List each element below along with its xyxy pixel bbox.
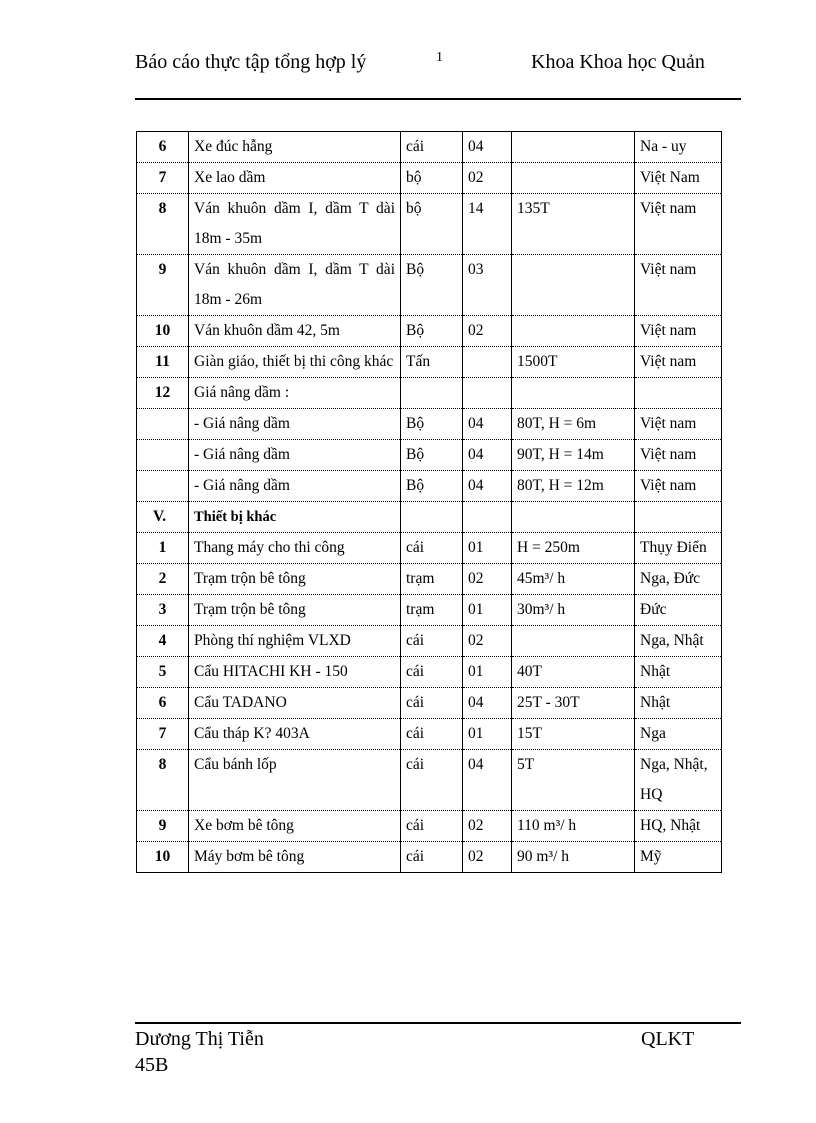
origin-cell: Việt nam: [635, 194, 722, 255]
equipment-name: - Giá nâng dầm: [189, 440, 401, 471]
equipment-name: Ván khuôn dầm I, dầm T dài 18m - 26m: [189, 255, 401, 316]
origin-cell: [635, 378, 722, 409]
capacity-cell: 90 m³/ h: [512, 842, 635, 873]
unit-cell: Bộ: [401, 440, 463, 471]
equipment-name: Giàn giáo, thiết bị thi công khác: [189, 347, 401, 378]
equipment-name: Thang máy cho thi công: [189, 533, 401, 564]
quantity-cell: 01: [463, 719, 512, 750]
row-number: 3: [137, 595, 189, 626]
equipment-name: Xe bơm bê tông: [189, 811, 401, 842]
equipment-name: Giá nâng dầm :: [189, 378, 401, 409]
origin-cell: [635, 502, 722, 533]
origin-cell: Việt nam: [635, 316, 722, 347]
row-number: 7: [137, 163, 189, 194]
equipment-name: Cẩu bánh lốp: [189, 750, 401, 811]
header-title-right: Khoa Khoa học Quản: [531, 51, 705, 73]
equipment-name: Xe lao dầm: [189, 163, 401, 194]
unit-cell: [401, 502, 463, 533]
row-number: 9: [137, 811, 189, 842]
unit-cell: cái: [401, 719, 463, 750]
table-row: [137, 471, 722, 502]
table-row: [137, 409, 722, 440]
unit-cell: cái: [401, 688, 463, 719]
unit-cell: bộ: [401, 163, 463, 194]
table-row: [137, 688, 722, 719]
origin-cell: Mỹ: [635, 842, 722, 873]
unit-cell: trạm: [401, 595, 463, 626]
row-number: 6: [137, 132, 189, 163]
table-row: [137, 132, 722, 163]
quantity-cell: 02: [463, 564, 512, 595]
quantity-cell: 02: [463, 842, 512, 873]
origin-cell: Đức: [635, 595, 722, 626]
row-number: 11: [137, 347, 189, 378]
table-row: [137, 194, 722, 255]
origin-cell: Nhật: [635, 688, 722, 719]
capacity-cell: [512, 316, 635, 347]
quantity-cell: [463, 378, 512, 409]
row-number: [137, 409, 189, 440]
footer-author: Dương Thị Tiễn 45B: [135, 1028, 264, 1076]
unit-cell: cái: [401, 626, 463, 657]
quantity-cell: 04: [463, 471, 512, 502]
unit-cell: [401, 378, 463, 409]
capacity-cell: [512, 163, 635, 194]
capacity-cell: [512, 132, 635, 163]
unit-cell: cái: [401, 533, 463, 564]
capacity-cell: 40T: [512, 657, 635, 688]
capacity-cell: [512, 502, 635, 533]
equipment-name: Phòng thí nghiệm VLXD: [189, 626, 401, 657]
quantity-cell: 01: [463, 657, 512, 688]
origin-cell: Nhật: [635, 657, 722, 688]
capacity-cell: 15T: [512, 719, 635, 750]
equipment-name: Ván khuôn dầm I, dầm T dài 18m - 35m: [189, 194, 401, 255]
quantity-cell: 04: [463, 409, 512, 440]
capacity-cell: 90T, H = 14m: [512, 440, 635, 471]
unit-cell: bộ: [401, 194, 463, 255]
row-number: 2: [137, 564, 189, 595]
quantity-cell: [463, 502, 512, 533]
origin-cell: Việt nam: [635, 471, 722, 502]
capacity-cell: H = 250m: [512, 533, 635, 564]
row-number: V.: [137, 502, 189, 533]
capacity-cell: 80T, H = 6m: [512, 409, 635, 440]
quantity-cell: 04: [463, 132, 512, 163]
header-title-left: Báo cáo thực tập tổng hợp lý: [135, 51, 367, 73]
unit-cell: trạm: [401, 564, 463, 595]
origin-cell: Nga: [635, 719, 722, 750]
footer-department: QLKT: [641, 1028, 695, 1050]
equipment-name: Máy bơm bê tông: [189, 842, 401, 873]
quantity-cell: 04: [463, 688, 512, 719]
unit-cell: Bộ: [401, 255, 463, 316]
row-number: 8: [137, 194, 189, 255]
capacity-cell: 80T, H = 12m: [512, 471, 635, 502]
quantity-cell: 02: [463, 316, 512, 347]
capacity-cell: 1500T: [512, 347, 635, 378]
equipment-name: Xe đúc hẫng: [189, 132, 401, 163]
equipment-name: - Giá nâng dầm: [189, 409, 401, 440]
table-row: [137, 347, 722, 378]
table-row: [137, 316, 722, 347]
quantity-cell: [463, 347, 512, 378]
equipment-table-body: [137, 132, 722, 873]
origin-cell: Thụy Điển: [635, 533, 722, 564]
unit-cell: Bộ: [401, 316, 463, 347]
equipment-name: Cẩu HITACHI KH - 150: [189, 657, 401, 688]
row-number: 12: [137, 378, 189, 409]
unit-cell: Bộ: [401, 471, 463, 502]
equipment-name: Cẩu tháp K? 403A: [189, 719, 401, 750]
table-row: [137, 378, 722, 409]
row-number: 4: [137, 626, 189, 657]
page-number: 1: [436, 50, 443, 65]
origin-cell: Nga, Đức: [635, 564, 722, 595]
quantity-cell: 02: [463, 626, 512, 657]
table-row: [137, 657, 722, 688]
equipment-name: Ván khuôn dầm 42, 5m: [189, 316, 401, 347]
row-number: 9: [137, 255, 189, 316]
quantity-cell: 04: [463, 750, 512, 811]
origin-cell: Việt Nam: [635, 163, 722, 194]
origin-cell: Việt nam: [635, 409, 722, 440]
row-number: 8: [137, 750, 189, 811]
quantity-cell: 02: [463, 163, 512, 194]
capacity-cell: 25T - 30T: [512, 688, 635, 719]
table-row: [137, 842, 722, 873]
unit-cell: cái: [401, 811, 463, 842]
row-number: 10: [137, 842, 189, 873]
row-number: 6: [137, 688, 189, 719]
origin-cell: HQ, Nhật: [635, 811, 722, 842]
equipment-name: Trạm trộn bê tông: [189, 564, 401, 595]
quantity-cell: 02: [463, 811, 512, 842]
quantity-cell: 01: [463, 595, 512, 626]
unit-cell: Tấn: [401, 347, 463, 378]
equipment-name: Trạm trộn bê tông: [189, 595, 401, 626]
origin-cell: Việt nam: [635, 255, 722, 316]
equipment-table: [136, 131, 722, 873]
table-row: [137, 255, 722, 316]
origin-cell: Việt nam: [635, 347, 722, 378]
equipment-name: Cẩu TADANO: [189, 688, 401, 719]
capacity-cell: [512, 378, 635, 409]
table-row: [137, 163, 722, 194]
capacity-cell: 135T: [512, 194, 635, 255]
table-row: [137, 440, 722, 471]
table-row: [137, 811, 722, 842]
unit-cell: cái: [401, 132, 463, 163]
table-row: [137, 502, 722, 533]
capacity-cell: 30m³/ h: [512, 595, 635, 626]
capacity-cell: 45m³/ h: [512, 564, 635, 595]
row-number: 1: [137, 533, 189, 564]
origin-cell: Việt nam: [635, 440, 722, 471]
capacity-cell: 110 m³/ h: [512, 811, 635, 842]
equipment-name: - Giá nâng dầm: [189, 471, 401, 502]
capacity-cell: [512, 626, 635, 657]
table-row: [137, 564, 722, 595]
quantity-cell: 14: [463, 194, 512, 255]
unit-cell: cái: [401, 657, 463, 688]
header-divider: [135, 98, 741, 100]
unit-cell: Bộ: [401, 409, 463, 440]
row-number: 5: [137, 657, 189, 688]
table-row: [137, 533, 722, 564]
quantity-cell: 04: [463, 440, 512, 471]
equipment-name: Thiết bị khác: [189, 502, 401, 533]
origin-cell: Nga, Nhật: [635, 626, 722, 657]
origin-cell: Nga, Nhật, HQ: [635, 750, 722, 811]
quantity-cell: 01: [463, 533, 512, 564]
row-number: [137, 440, 189, 471]
capacity-cell: [512, 255, 635, 316]
capacity-cell: 5T: [512, 750, 635, 811]
table-row: [137, 626, 722, 657]
row-number: 10: [137, 316, 189, 347]
origin-cell: Na - uy: [635, 132, 722, 163]
table-row: [137, 595, 722, 626]
unit-cell: cái: [401, 842, 463, 873]
unit-cell: cái: [401, 750, 463, 811]
quantity-cell: 03: [463, 255, 512, 316]
table-row: [137, 719, 722, 750]
table-row: [137, 750, 722, 811]
row-number: [137, 471, 189, 502]
row-number: 7: [137, 719, 189, 750]
footer-divider: [135, 1022, 741, 1024]
